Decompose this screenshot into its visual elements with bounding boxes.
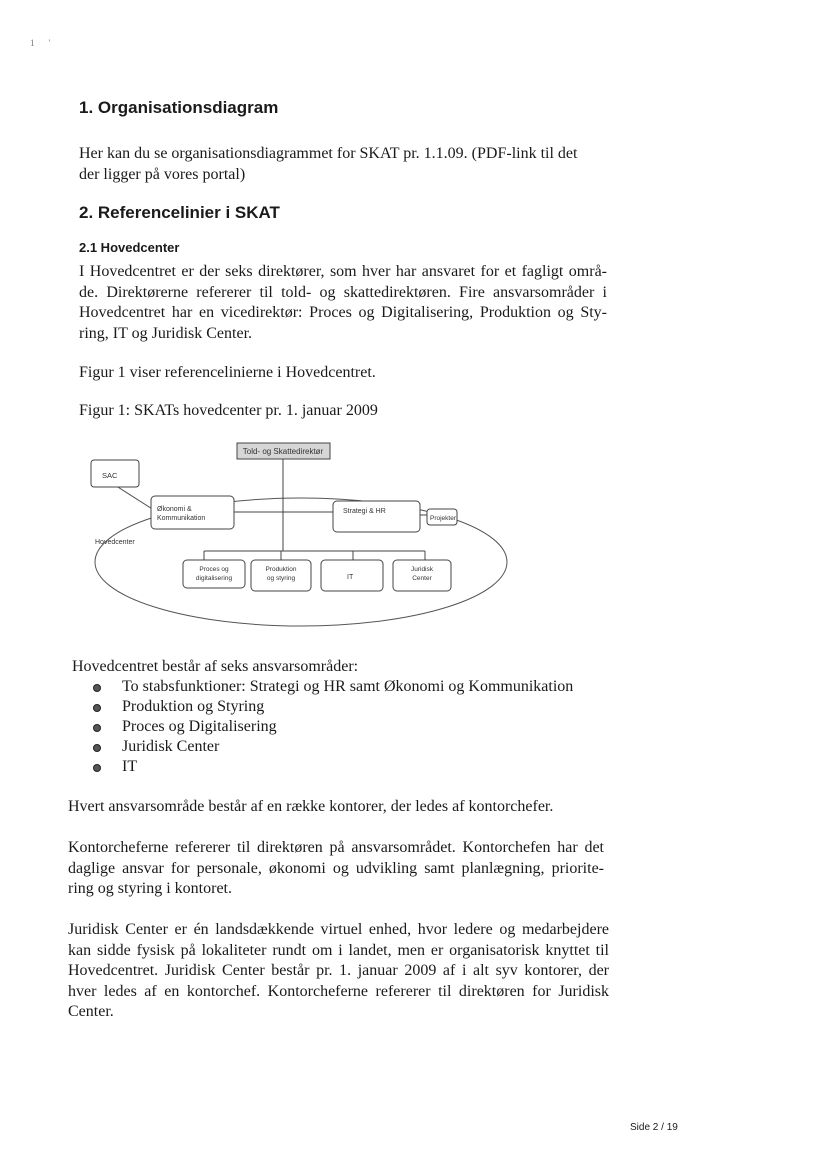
figure-reference: Figur 1 viser referencelinierne i Hovedcentret. — [79, 364, 376, 381]
proces-label: digitalisering — [195, 575, 233, 582]
list-item: Juridisk Center — [72, 737, 573, 757]
bullet-icon — [93, 744, 101, 752]
juridisk-label: Center — [412, 575, 432, 582]
list-item: Proces og Digitalisering — [72, 717, 573, 737]
top-box-label: Told- og Skattedirektør — [242, 447, 324, 456]
list-item: To stabsfunktioner: Strategi og HR samt Økonomi og Kommunikation — [72, 677, 573, 697]
text-line: Her kan du se organisationsdiagrammet for SKAT pr. 1.1.09. (PDF-link til det — [79, 145, 578, 162]
text-line: ring, IT og Juridisk Center. — [79, 324, 253, 342]
proces-box — [183, 560, 245, 588]
kontorer-paragraph: Hvert ansvarsområde består af en række kontorer, der ledes af kontorchefer. — [68, 798, 554, 815]
strategi-box — [333, 501, 420, 532]
figure-caption: Figur 1: SKATs hovedcenter pr. 1. januar 2009 — [79, 402, 378, 419]
produktion-label: Produktion — [265, 566, 297, 573]
bullet-icon — [93, 704, 101, 712]
produktion-label: og styring — [266, 575, 296, 582]
kontorchef-paragraph — [68, 838, 604, 900]
text-line: hver ledes af en kontorchef. Kontorcheferne refererer til direktøren for Juridisk — [68, 982, 609, 1000]
sac-label: SAC — [102, 471, 118, 480]
projekter-label: Projekter — [430, 515, 457, 522]
areas-intro: Hovedcentret består af seks ansvarsområder: — [72, 658, 359, 675]
text-line: daglige ansvar for personale, økonomi og udvikling samt planlægning, priorite- — [68, 859, 604, 877]
text-line: de. Direktørerne refererer til told- og skattedirektøren. Fire ansvarsområder i — [79, 283, 607, 301]
page-number: Side 2 / 19 — [630, 1122, 678, 1133]
proces-label: Proces og — [199, 566, 229, 573]
section-2-heading: 2. Referencelinier i SKAT — [79, 203, 280, 222]
bullet-icon — [93, 764, 101, 772]
text-line: der ligger på vores portal) — [79, 165, 246, 183]
section-1-text — [79, 144, 609, 185]
scan-marks: 1' — [30, 38, 65, 48]
okonomi-label: Kommunikation — [157, 515, 206, 522]
section-1-heading: 1. Organisationsdiagram — [79, 98, 279, 117]
okonomi-label: Økonomi & — [157, 506, 192, 513]
strategi-label: Strategi & HR — [343, 508, 386, 515]
bullet-icon — [93, 684, 101, 692]
text-line: Juridisk Center er én landsdækkende virtuel enhed, hvor ledere og medarbejdere — [68, 921, 609, 938]
text-line: Kontorcheferne refererer til direktøren på ansvarsområdet. Kontorchefen har det — [68, 839, 604, 856]
list-item: IT — [72, 757, 573, 777]
text-line: Center. — [68, 1003, 114, 1020]
subsection-heading: 2.1 Hovedcenter — [79, 240, 180, 255]
text-line: Hovedcentret. Juridisk Center består pr. 1. januar 2009 af i alt syv kontorer, der — [68, 962, 609, 979]
bullet-icon — [93, 724, 101, 732]
juridisk-paragraph — [68, 920, 609, 1023]
text-line: kan sidde fysisk på lokaliteter rundt om i landet, men er organisatorisk knyttet til — [68, 941, 609, 959]
text-line: ring og styring i kontoret. — [68, 880, 232, 897]
hovedcenter-paragraph — [79, 262, 607, 344]
text-line: I Hovedcentret er der seks direktører, som hver har ansvaret for et fagligt områ- — [79, 263, 607, 280]
hovedcenter-label: Hovedcenter — [95, 539, 135, 546]
list-item: Produktion og Styring — [72, 697, 573, 717]
org-chart-diagram — [85, 440, 525, 640]
text-line: Hovedcentret har en vicedirektør: Proces og Digitalisering, Produktion og Sty- — [79, 304, 607, 321]
juridisk-label: Juridisk — [410, 566, 434, 573]
it-label: IT — [347, 574, 354, 581]
areas-list — [72, 677, 573, 777]
